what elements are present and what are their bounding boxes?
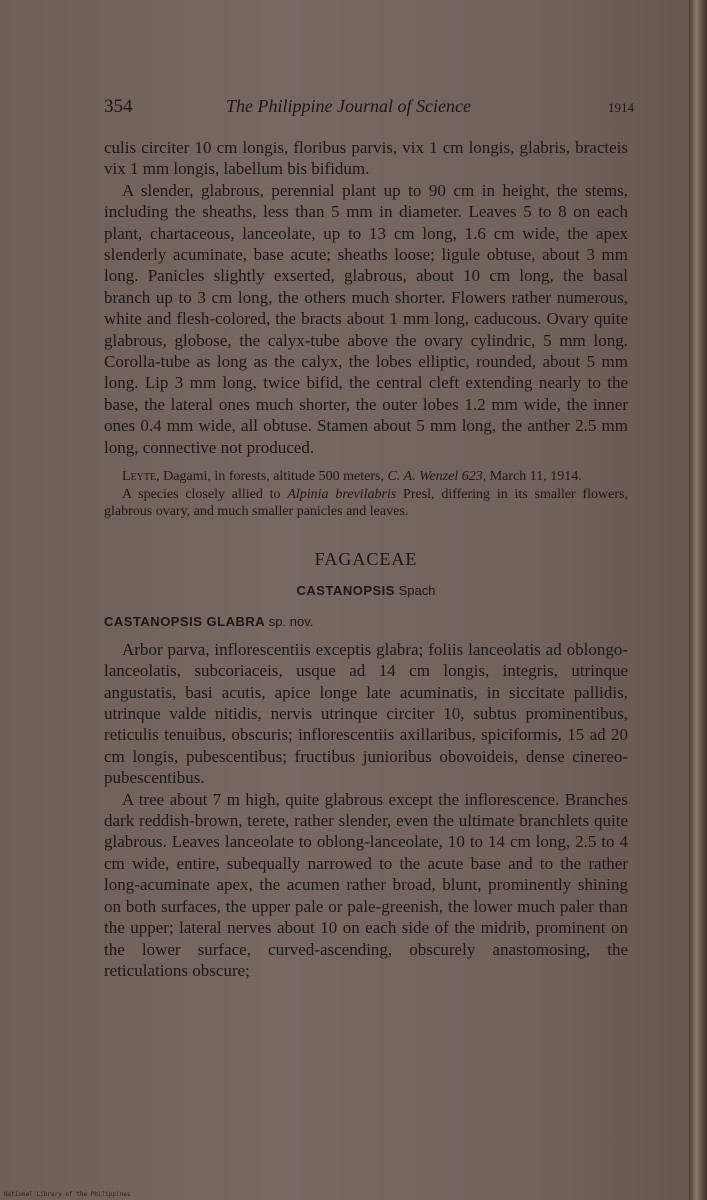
header-year: 1914 — [608, 100, 634, 115]
genus-name: CASTANOPSIS — [296, 583, 395, 598]
note-species: Alpinia brevilabris — [287, 486, 397, 502]
book-binding-edge — [689, 0, 707, 1200]
locality-text: Dagami, in forests, altitude 500 meters, — [163, 469, 384, 485]
species-heading — [104, 611, 628, 632]
locality-place: Leyte, — [122, 469, 160, 485]
running-header — [104, 96, 634, 120]
genus-author: Spach — [398, 583, 436, 598]
species-name: CASTANOPSIS GLABRA — [104, 614, 266, 630]
genus-heading — [104, 580, 628, 601]
page-number: 354 — [104, 96, 133, 117]
latin-description: Arbor parva, inflorescentiis exceptis glabra; foliis lanceolatis ad oblongo-lanceolatis, subcoriaceis, usque ad 14 cm longis, integris, utrinque angustatis, basi acutis, apice longe late acuminatis, in siccitate pallidis, utrinque valde nitidis, nervis utrinque circiter 10, subtus prominentibus, reticulis tenuibus, obscuris; inflorescentiis axillaribus, spiciformis, 15 ad 20 cm longis, pubescentibus; fructibus junioribus obovoideis, dense cinereo-pubescentibus. — [104, 639, 628, 788]
affinity-note — [104, 486, 628, 521]
locality-date: March 11, 1914. — [489, 469, 582, 485]
english-description: A tree about 7 m high, quite glabrous except the inflorescence. Branches dark reddish-brown, terete, rather slender, even the ultimate branchlets quite glabrous. Leaves lanceolate to oblong-lanceolate, 10 to 14 cm long, 2.5 to 4 cm wide, entire, subequally narrowed to the acute base and to the rather long-acuminate apex, the acumen rather broad, blunt, prominently shining on both surfaces, the upper pale or pale-greenish, the lower much paler than the upper; lateral nerves about 10 on each side of the midrib, prominent on the lower surface, curved-ascending, obscurely anastomosing, the reticulations obscure; — [104, 789, 628, 980]
family-heading: FAGACEAE — [314, 548, 418, 569]
note-before: A species closely allied to — [122, 486, 281, 502]
note-after: Presl, differing in its smaller flowers, glabrous ovary, and much smaller panicles and leaves. — [104, 486, 628, 520]
continued-latin-paragraph: culis circiter 10 cm longis, floribus parvis, vix 1 cm longis, glabris, bracteis vix 1 mm longis, labellum bis bifidum. — [104, 138, 628, 179]
scan-footer: National Library of the Philippines — [4, 1191, 131, 1198]
english-description-paragraph: A slender, glabrous, perennial plant up to 90 cm in height, the stems, including the sheaths, less than 5 mm in diameter. Leaves 5 to 8 on each plant, chartaceous, lanceolate, up to 13 cm long, 1.6 cm wide, the apex slenderly acuminate, base acute; sheaths loose; ligule obtuse, about 3 mm long. Panicles slightly exserted, glabrous, about 10 cm long, the basal branch up to 3 cm long, the others much shorter. Flowers rather numerous, white and flesh-colored, the bracts about 1 mm long, caducous. Ovary quite glabrous, globose, the calyx-tube above the ovary cylindric, 5 mm long. Corolla-tube as long as the calyx, the lobes elliptic, rounded, about 5 mm long. Lip 3 mm long, twice bifid, the central cleft extending nearly to the base, the lateral ones much shorter, the outer lobes 1.2 mm wide, the inner ones 0.4 mm wide, all obtuse. Stamen about 5 mm long, the anther 2.5 mm long, connective not produced. — [104, 180, 628, 457]
species-status: sp. nov. — [268, 614, 314, 630]
journal-title: The Philippine Journal of Science — [226, 96, 471, 116]
locality-citation — [104, 468, 628, 486]
collector: C. A. Wenzel 623, — [387, 469, 487, 485]
page-body — [104, 137, 628, 981]
